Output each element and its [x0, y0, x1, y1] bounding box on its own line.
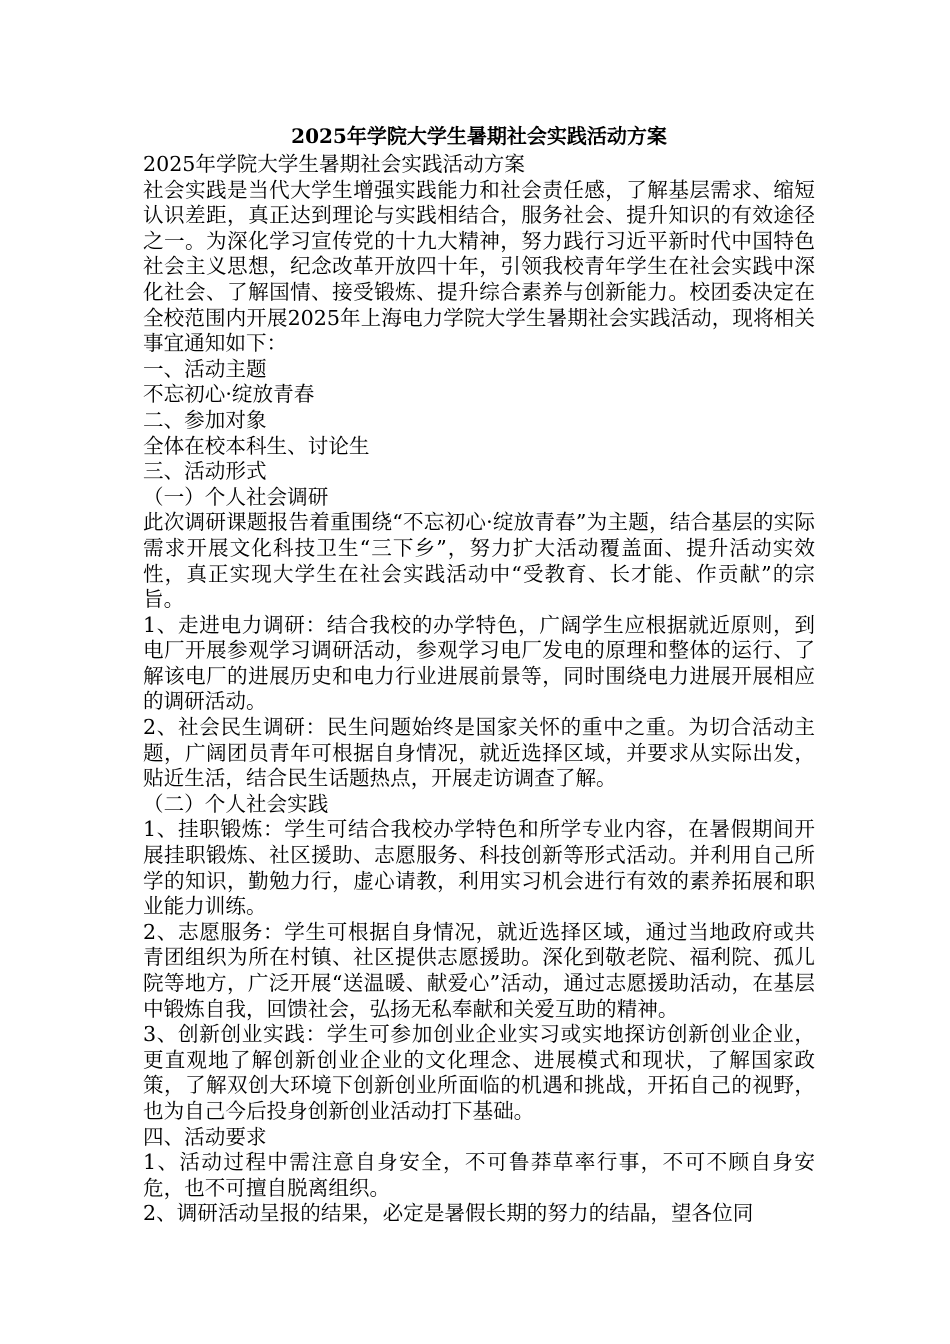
document-page: [143, 120, 815, 1227]
intro-paragraph: 社会实践是当代大学生增强实践能力和社会责任感，了解基层需求、缩短认识差距，真正达到理论与实践相结合，服务社会、提升知识的有效途径之一。为深化学习宣传党的十九大精神，努力践行习近平新时代中国特色社会主义思想，纪念改革开放四十年，引领我校青年学生在社会实践中深化社会、了解国情、接受锻炼、提升综合素养与创新能力。校团委决定在全校范围内开展2025年上海电力学院大学生暑期社会实践活动，现将相关事宜通知如下：: [143, 177, 815, 356]
requirement-item-safety: 1、活动过程中需注意自身安全，不可鲁莽草率行事，不可不顾自身安危，也不可擅自脱离组织。: [143, 1150, 815, 1200]
practice-item-internship: 1、挂职锻炼：学生可结合我校办学特色和所学专业内容，在暑假期间开展挂职锻炼、社区援助、志愿服务、科技创新等形式活动。并利用自己所学的知识，勤勉力行，虚心请教，利用实习机会进行有效的素养拓展和职业能力训练。: [143, 817, 815, 919]
subsection-heading-research: （一）个人社会调研: [143, 484, 329, 509]
section-heading-format: 三、活动形式: [143, 459, 267, 484]
section-body-theme: 不忘初心·绽放青春: [143, 382, 315, 407]
document-subtitle: 2025年学院大学生暑期社会实践活动方案: [143, 152, 525, 176]
practice-item-innovation: 3、创新创业实践：学生可参加创业企业实习或实地探访创新创业企业，更直观地了解创新创业企业的文化理念、进展模式和现状，了解国家政策，了解双创大环境下创新创业所面临的机遇和挑战，开拓自己的视野，也为自己今后投身创新创业活动打下基础。: [143, 1022, 815, 1123]
section-heading-requirements: 四、活动要求: [143, 1124, 267, 1149]
section-heading-participants: 二、参加对象: [143, 407, 267, 432]
document-title: 2025年学院大学生暑期社会实践活动方案: [291, 124, 667, 148]
section-body-participants: 全体在校本科生、讨论生: [143, 433, 370, 458]
subsection-heading-practice: （二）个人社会实践: [143, 791, 329, 816]
research-item-power: 1、走进电力调研：结合我校的办学特色，广阔学生应根据就近原则，到电厂开展参观学习调研活动，参观学习电厂发电的原理和整体的运行、了解该电厂的进展历史和电力行业进展前景等，同时围绕电力进展开展相应的调研活动。: [143, 612, 815, 714]
research-intro-paragraph: 此次调研课题报告着重围绕“不忘初心·绽放青春”为主题，结合基层的实际需求开展文化科技卫生“三下乡”，努力扩大活动覆盖面、提升活动实效性，真正实现大学生在社会实践活动中“受教育、长才能、作贡献”的宗旨。: [143, 510, 815, 612]
research-item-livelihood: 2、社会民生调研：民生问题始终是国家关怀的重中之重。为切合活动主题，广阔团员青年可根据自身情况，就近选择区域，并要求从实际出发，贴近生活，结合民生话题热点，开展走访调查了解。: [143, 715, 815, 791]
requirement-item-results: 2、调研活动呈报的结果，必定是暑假长期的努力的结晶，望各位同: [143, 1201, 754, 1226]
practice-item-volunteer: 2、志愿服务：学生可根据自身情况，就近选择区域，通过当地政府或共青团组织为所在村镇、社区提供志愿援助。深化到敬老院、福利院、孤儿院等地方，广泛开展“送温暖、献爱心”活动，通过志愿援助活动，在基层中锻炼自我，回馈社会，弘扬无私奉献和关爱互助的精神。: [143, 919, 815, 1021]
section-heading-theme: 一、活动主题: [143, 356, 267, 381]
